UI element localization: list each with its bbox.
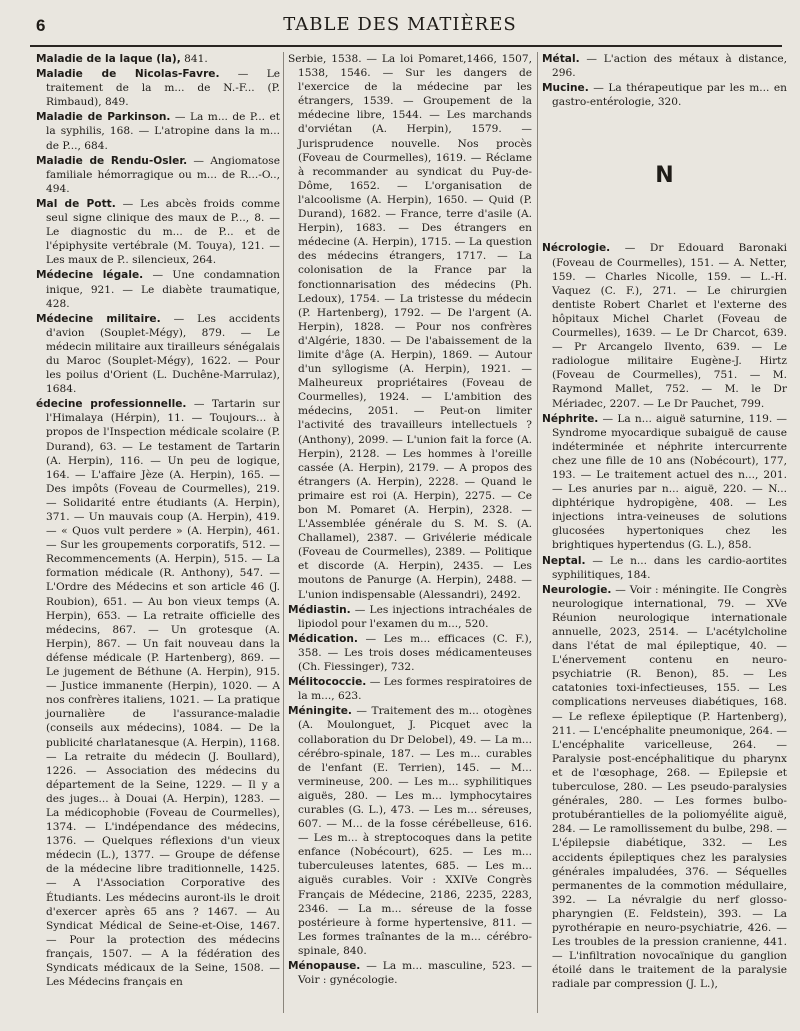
index-entry	[36, 312, 280, 397]
index-entry	[542, 81, 787, 109]
entry-term: Néphrite.	[542, 412, 599, 425]
header-rule	[30, 45, 782, 47]
entry-text: — Tartarin sur l'Himalaya (Hérpin), 11. — Toujours... à propos de l'Inspection médicale scolaire (P. Durand), 63. — Le testament de Tartarin (A. Herpin), 116. — Un peu de logique, 164. — L'affaire Jèze (A. Herpin), 165. — Des impôts (Foveau de Courmelles), 219. — Solidarité entre étudiants (A. Herpin), 371. — Un mauvais coup (A. Herpin), 419. — « Quos vult perdere » (A. Herpin), 461. — Sur les groupements corporatifs, 512. — Recommencements (A. Herpin), 515. — La formation médicale (R. Anthony), 547. — L'Ordre des Médecins et son article 46 (J. Roubion), 651. — Au bon vieux temps (A. Herpin), 653. — La retraite officielle des médecins, 867. — Un grotesque (A. Herpin), 867. — Un fait nouveau dans la défense médicale (P. Hartenberg), 869. — Le jugement de Béthune (A. Herpin), 915. — Justice immanente (Herpin), 1020. — A nos confrères italiens, 1021. — La pratique journalière de l'assurance-maladie (conseils aux médecins), 1084. — De la publicité charlatanesque (A. Herpin), 1168. — La retraite du médecin (J. Boullard), 1226. — Association des médecins du département de la Seine, 1229. — Il y a des juges... à Douai (A. Herpin), 1283. — La médicophobie (Foveau de Courmelles), 1374. — L'indépendance des médecins, 1376. — Quelques réflexions d'un vieux médecin (L.), 1377. — Groupe de défense de la médecine libre traditionnelle, 1425. — A l'Association Corporative des Étudiants. Les médecins auront-ils le droit d'exercer après 65 ans ? 1467. — Au Syndicat Médical de Seine-et-Oise, 1467. — Pour la protection des médecins français, 1507. — A la fédération des Syndicats médicaux de la Seine, 1508. — Les Médecins français en	[46, 398, 280, 989]
entry-text: Serbie, 1538. — La loi Pomaret,1466, 1507, 1538, 1546. — Sur les dangers de l'exercice de la médecine par les étrangers, 1539. — Groupement de la médecine libre, 1544. — Les marchands d'orviétan (A. Herpin), 1579. — Jurisprudence nouvelle. Nos procès (Foveau de Courmelles), 1619. — Réclame à recommander au syndicat du Puy-de-Dôme, 1652. — L'organisation de l'alcoolisme (A. Herpin), 1650. — Quid (P. Durand), 1682. — France, terre d'asile (A. Herpin), 1683. — Des étrangers en médecine (A. Herpin), 1715. — La question des médecins étrangers, 1717. — La colonisation de la France par la fonctionnarisation des médecins (Ph. Ledoux), 1754. — La tristesse du médecin (P. Hartenberg), 1792. — De l'argent (A. Herpin), 1828. — Pour nos confrères d'Algérie, 1830. — De l'abaissement de la limite d'âge (A. Herpin), 1869. — Autour d'un syllogisme (A. Herpin), 1921. — Malheureux propriétaires (Foveau de Courmelles), 1924. — L'ambition des médecins, 2051. — Peut-on limiter l'activité des travailleurs intellectuels ? (Anthony), 2099. — L'union fait la force (A. Herpin), 2128. — Les hommes à l'oreille cassée (A. Herpin), 2179. — A propos des étrangers (A. Herpin), 2228. — Quand le primaire est roi (A. Herpin), 2275. — Ce bon M. Pomaret (A. Herpin), 2328. — L'Assemblée générale du S. M. S. (A. Challamel), 2387. — Grivélerie médicale (Foveau de Courmelles), 2389. — Politique et discorde (A. Herpin), 2435. — Les moutons de Panurge (A. Herpin), 2488. — L'union indispensable (Alessandri), 2492.	[288, 53, 532, 601]
page-title: TABLE DES MATIÈRES	[283, 14, 517, 35]
entry-text: — La thérapeutique par les m... en gastro-entérologie, 320.	[552, 82, 787, 109]
entry-term: Maladie de la laque (la),	[36, 53, 181, 65]
entry-term: Méningite.	[288, 705, 352, 718]
index-entry	[288, 52, 532, 602]
index-entry	[542, 241, 787, 410]
index-entry	[36, 397, 280, 989]
entry-term: Médiastin.	[288, 603, 351, 616]
page-header	[0, 0, 800, 48]
entry-term: Nécrologie.	[542, 242, 611, 255]
section-letter: N	[655, 163, 674, 189]
entry-term: Maladie de Parkinson.	[36, 111, 171, 124]
entry-text: — Les formes respiratoires de la m..., 623.	[298, 676, 532, 703]
index-entry	[542, 583, 787, 992]
index-column-1	[36, 52, 280, 1013]
entry-text: — L'action des métaux à distance, 296.	[552, 53, 787, 80]
index-entry	[36, 268, 280, 310]
index-entry	[288, 675, 532, 703]
page-number: 6	[36, 16, 46, 35]
entry-text: — Le n... dans les cardio-aortites syphilitiques, 184.	[552, 554, 787, 581]
entry-term: Ménopause.	[288, 960, 361, 972]
entry-term: Métal.	[542, 53, 580, 65]
entry-text: — Voir : méningite. IIe Congrès neurologique international, 79. — XVe Réunion neurologique internationale annuelle, 2023, 2514. — L'acétylcholine dans l'état de mal épileptique, 40. — L'énervement contenu en neuro-psychiatrie (R. Benon), 85. — Les catatonies toxi-infectieuses, 155. — Les complications nerveuses diabétiques, 168. — Le reflexe épileptique (P. Hartenberg), 211. — L'encéphalite pneumonique, 264. — L'encéphalite varicelleuse, 264. — Paralysie post-encéphalitique du pharynx et de l'œsophage, 268. — Epilepsie et tuberculose, 280. — Les pseudo-paralysies générales, 280. — Les formes bulbo-protubérantielles de la poliomyélite aiguë, 284. — Le ramollissement du bulbe, 298. — L'épilepsie diabétique, 332. — Les accidents épileptiques chez les paralysies générales impaludées, 376. — Séquelles permanentes de la commotion médullaire, 392. — La névralgie du nerf glosso-pharyngien (E. Feldstein), 393. — La pyrothérapie en neuro-psychiatrie, 426. — Les troubles de la pression cranienne, 441. — L'infiltration novocaïnique du ganglion étoilé dans le traitement de la paralysie radiale par compression (J. L.),	[552, 583, 787, 991]
entry-text: — La n... aiguë saturnine, 119. — Syndrome myocardique subaiguë de cause indéterminée et néphrite intercurrente chez une fille de 10 ans (Nobécourt), 177, 193. — Le traitement actuel des n..., 201. — Les anuries par n... aiguë, 220. — N... diphtérique hydropigène, 408. — Les injections intra-veineuses de solutions glucosées hypertoniques chez les brightiques hypertendus (G. L.), 858.	[552, 412, 787, 552]
index-entry	[542, 554, 787, 582]
column-divider	[283, 52, 284, 1013]
entry-term: Neptal.	[542, 554, 586, 567]
entry-term: édecine professionnelle.	[36, 398, 187, 411]
column-divider	[537, 52, 538, 1013]
entry-term: Médecine légale.	[36, 269, 144, 282]
index-entry	[36, 154, 280, 196]
entry-text: — La m... de P... et la syphilis, 168. — L'atropine dans la m... de P..., 684.	[46, 111, 280, 152]
index-entry	[288, 603, 532, 631]
entry-text: — Les abcès froids comme seul signe clinique des maux de P..., 8. — Le diagnostic du m... de P... et de l'épiphysite vertébrale (M. Touya), 121. — Les maux de P.. silencieux, 264.	[46, 197, 280, 267]
index-entry	[36, 110, 280, 152]
index-entry	[36, 67, 280, 109]
entry-text: — Le traitement de la m... de N.-F... (P. Rimbaud), 849.	[46, 68, 280, 109]
entry-term: Médecine militaire.	[36, 312, 161, 325]
entry-text: — Les m... efficaces (C. F.), 358. — Les trois doses médicamenteuses (Ch. Fiessinger), 732.	[298, 632, 532, 674]
entry-text: — Les injections intrachéales de lipiodol pour l'examen du m..., 520.	[298, 603, 532, 630]
entry-text: — Angiomatose familiale hémorragique ou m... de R...-O.., 494.	[46, 154, 280, 195]
index-entry	[36, 52, 280, 66]
entry-term: Maladie de Rendu-Osler.	[36, 154, 188, 167]
entry-term: Neurologie.	[542, 583, 612, 596]
entry-term: Médication.	[288, 632, 358, 645]
index-column-2	[288, 52, 532, 1013]
index-entry	[542, 52, 787, 80]
entry-text: — Traitement des m... otogènes (A. Moulonguet, J. Picquet avec la collaboration du Dr Delobel), 49. — La m... cérébro-spinale, 187. — Les m... curables de l'enfant (E. Terrien), 145. — M... vermineuse, 200. — Les m... syphilitiques aiguës, 280. — Les m... lymphocytaires curables (G. L.), 473. — Les m... séreuses, 607. — M... de la fosse cérébelleuse, 616. — Les m... à streptocoques dans la petite enfance (Nobécourt), 625. — Les m... tuberculeuses latentes, 685. — Les m... aiguës curables. Voir : XXIVe Congrès Français de Médecine, 2186, 2235, 2283, 2346. — La m... séreuse de la fosse postérieure à forme hypertensive, 811. — Les formes traînantes de la m... cérébro-spinale, 840.	[298, 705, 532, 957]
index-entry	[288, 704, 532, 958]
entry-term: Maladie de Nicolas-Favre.	[36, 68, 220, 81]
index-column-3	[542, 52, 787, 1013]
entry-text: — Les accidents d'avion (Souplet-Mégy), 879. — Le médecin militaire aux tirailleurs sénégalais du Maroc (Souplet-Mégy), 1622. — Pour les poilus d'Orient (L. Duchêne-Marrulaz), 1684.	[46, 312, 280, 396]
entry-text: 841.	[180, 53, 208, 65]
entry-term: Mucine.	[542, 82, 589, 95]
entry-text: — Dr Edouard Baronaki (Foveau de Courmelles), 151. — A. Netter, 159. — Charles Nicolle, 159. — L.-H. Vaquez (C. F.), 271. — Le chirurgien dentiste Robert Charlet et l'externe des hôpitaux Michel Charlet (Foveau de Courmelles), 1639. — Le Dr Charcot, 639. — Pr Arcangelo Ilvento, 639. — Le radiologue militaire Eugène-J. Hirtz (Foveau de Courmelles), 751. — M. Raymond Mallet, 752. — M. le Dr Mériadec, 2207. — Le Dr Pauchet, 799.	[552, 242, 787, 410]
index-entry	[288, 632, 532, 674]
entry-term: Mélitococcie.	[288, 676, 367, 689]
entry-text: — Une condamnation inique, 921. — Le diabète traumatique, 428.	[46, 269, 280, 310]
entry-text: — La m... masculine, 523. — Voir : gynécologie.	[298, 960, 532, 987]
index-entry	[288, 959, 532, 987]
index-entry	[36, 197, 280, 267]
index-entry	[542, 412, 787, 553]
entry-term: Mal de Pott.	[36, 197, 116, 210]
